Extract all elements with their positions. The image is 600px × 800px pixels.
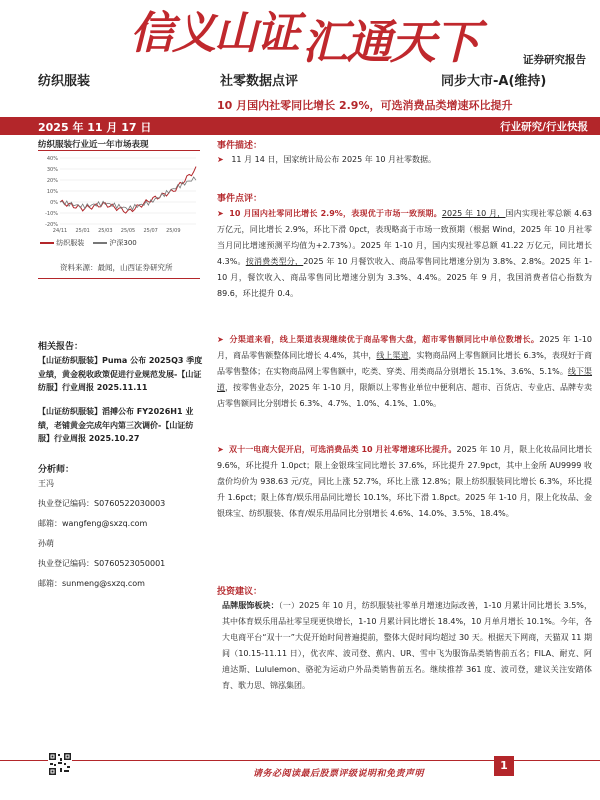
p1-underline-2: 按消费类型分， (245, 257, 304, 266)
analyst-email[interactable]: 邮箱：wangfeng@sxzq.com (38, 519, 148, 528)
x-tick-label: 25/03 (98, 228, 113, 234)
related-report-2[interactable]: 【山证纺织服装】滔搏公布 FY2026H1 业绩，老铺黄金完成年内第三次调价-【山证纺服】行业周报 2025.10.27 (38, 407, 194, 443)
qr-code-icon (48, 752, 72, 776)
chart-legend (40, 238, 137, 248)
industry: 纺织服装 (38, 74, 91, 89)
report-type: 证券研究报告 (523, 54, 586, 66)
bullet-arrow-icon: ➤ (217, 155, 224, 164)
p2-underline-2: 线下渠道 (217, 367, 593, 392)
related-report-1[interactable]: 【山证纺织服装】Puma 公布 2025Q3 季度业绩，黄金税收政策促进行业规范发展-【山证纺服】行业周报 2025.11.11 (38, 356, 203, 392)
p3-text-1: 2025 年 10 月，限上化妆品同比增长 9.6%，环比提升 1.0pct；限上金银珠宝同比增长 37.6%，环比提升 27.9pct，其中上金所 AU9999 收盘价均价为 938.63 元/克，同比上涨 52.7%，环比上涨 12.8%；限上纺织服装同比增长 6.3%，环比提升 1.6pct；限上体育/娱乐用品同比增长 10.1%，环比下滑 1.8pct。2025 年 1-10 月，限上化妆品、金银珠宝、纺织服装、体育/娱乐用品同比分别增长 4.6%、14.0%、3.5%、18.4%。 (217, 445, 593, 518)
divider (38, 150, 200, 151)
p3-lead: 双十一电商大促开启，可选消费品类 10 月社零增速环比提升。 (229, 445, 457, 454)
y-tick-label: 20% (46, 178, 58, 184)
chart-title: 纺织服装行业近一年市场表现 (38, 140, 149, 150)
bullet-arrow-icon: ➤ (217, 335, 224, 344)
p1-underline-1: 2025 年 10 月， (441, 209, 506, 218)
bullet-arrow-icon: ➤ (217, 209, 224, 218)
invest-sub: 品牌服饰板块： (222, 601, 279, 610)
legend-swatch-textile (40, 242, 54, 244)
market-chart (38, 152, 200, 252)
legend-csi: 沪深300 (109, 239, 137, 247)
chart-source: 资料来源：最闻，山西证券研究所 (60, 263, 173, 272)
y-tick-label: -20% (45, 222, 58, 228)
x-tick-label: 25/05 (120, 228, 136, 234)
analysts-title: 分析师： (38, 465, 75, 475)
y-tick-label: 30% (46, 167, 58, 173)
series-line-1 (60, 177, 196, 210)
y-tick-label: 10% (46, 189, 58, 195)
p2-text-1: 2025 年 1-10 月，商品零售额整体同比增长 4.4%，其中， (217, 335, 592, 360)
paragraph-2 (217, 332, 592, 412)
paragraph-3 (217, 442, 592, 522)
page-number: 1 (494, 756, 514, 776)
event-desc-text (217, 152, 592, 168)
legend-swatch-csi (93, 242, 107, 244)
bullet-arrow-icon: ➤ (217, 445, 224, 454)
p2-underline-1: 线上渠道 (376, 351, 409, 360)
disclaimer-notice[interactable]: 请务必阅读最后股票评级说明和免责声明 (253, 769, 425, 779)
analyst-id: 执业登记编码：S0760523050001 (38, 559, 166, 568)
banner-part2: 汇通天下 (302, 15, 478, 69)
invest-body: （一）2025 年 10 月，纺织服装社零单月增速边际改善，1-10 月累计同比增长 3.5%，其中体育娱乐用品社零呈现更快增长，1-10 月累计同比增长 18.4%，10 月单月增长 10.1%。今年，各大电商平台“双十一”大促开始时间普遍提前，整体大促时间均超过 30 天。根据天下网商，天猫双 11 期间（10.15-11.11 日），优衣库、波司登、蕉内、UR、雪中飞为服饰品类销售前五名；FILA、耐克、阿迪达斯、Lululemon、骆驼为运动户外品类销售前五名。继续推荐 361 度、波司登，建议关注安踏体育、歌力思、锦泓集团。 (222, 601, 593, 690)
invest-title: 投资建议： (217, 587, 263, 597)
report-date: 2025 年 11 月 17 日 (38, 121, 152, 134)
analyst-id: 执业登记编码：S0760522030003 (38, 499, 166, 508)
x-tick-label: 25/09 (166, 228, 181, 234)
headline: 10 月国内社零同比增长 2.9%，可选消费品类增速环比提升 (217, 99, 513, 112)
x-tick-label: 25/01 (75, 228, 90, 234)
date-bar (0, 117, 600, 135)
banner-part1: 信义山证 (130, 8, 298, 59)
brand-banner (130, 0, 478, 69)
analyst-name: 王冯 (38, 479, 54, 488)
category: 社零数据点评 (220, 74, 299, 89)
p2-lead: 分渠道来看，线上渠道表现继续优于商品零售大盘，超市零售额同比中单位数增长。 (229, 335, 540, 344)
legend-textile: 纺织服装 (56, 239, 85, 247)
event-desc-body: 11 月 14 日，国家统计局公布 2025 年 10 月社零数据。 (231, 155, 437, 164)
event-comment-title: 事件点评： (217, 194, 263, 204)
invest-text (222, 598, 592, 694)
p1-text-2: 2025 年 10 月餐饮收入、商品零售同比增速分别为 3.8%、2.8%。2025 年 1-10 月，餐饮收入、商品零售同比增速分别为 3.3%、4.4%。2025 年 9 月，我国消费者信心指数为 89.6，环比提升 0.4。 (217, 257, 593, 298)
analyst-email[interactable]: 邮箱：sunmeng@sxzq.com (38, 579, 145, 588)
paragraph-1 (217, 206, 592, 302)
related-title: 相关报告： (38, 342, 84, 352)
x-tick-label: 24/11 (52, 228, 68, 234)
event-desc-title: 事件描述： (217, 141, 263, 151)
y-tick-label: 0% (50, 200, 58, 206)
y-tick-label: -10% (45, 211, 58, 217)
p2-text-2: ，实物商品网上零售额同比增长 6.3%，表现好于商品零售整体；在实物商品网上零售额中，吃类、穿类、用类商品分别增长 15.1%、3.6%、5.1%。 (217, 351, 592, 376)
x-tick-label: 25/07 (143, 228, 158, 234)
y-tick-label: 40% (46, 156, 58, 162)
research-type: 行业研究/行业快报 (500, 121, 588, 133)
p2-text-3: ，按零售业态分，2025 年 1-10 月，限额以上零售业单位中便利店、超市、百货店、专业店、品牌专卖店零售额同比分别增长 6.3%、4.7%、1.0%、4.1%、1.0%。 (217, 383, 593, 408)
analyst-name: 孙萌 (38, 539, 54, 548)
series-line-0 (60, 167, 196, 214)
p1-text-1: 国内实现社零总额 4.63 万亿元，同比增长 2.9%，环比下滑 0pct，表现略高于市场一致预期（根据 Wind，2025 年 10 月社零当月同比增速预测平均值为+2.73%）。2025 年 1-10 月，国内实现社零总额 41.22 万亿元，同比增长 4.3%。 (217, 209, 593, 266)
divider (38, 278, 200, 279)
p1-lead: 10 月国内社零同比增长 2.9%，表现优于市场一致预期。 (229, 209, 442, 218)
rating: 同步大市-A(维持) (441, 74, 547, 89)
header-row (0, 70, 600, 92)
